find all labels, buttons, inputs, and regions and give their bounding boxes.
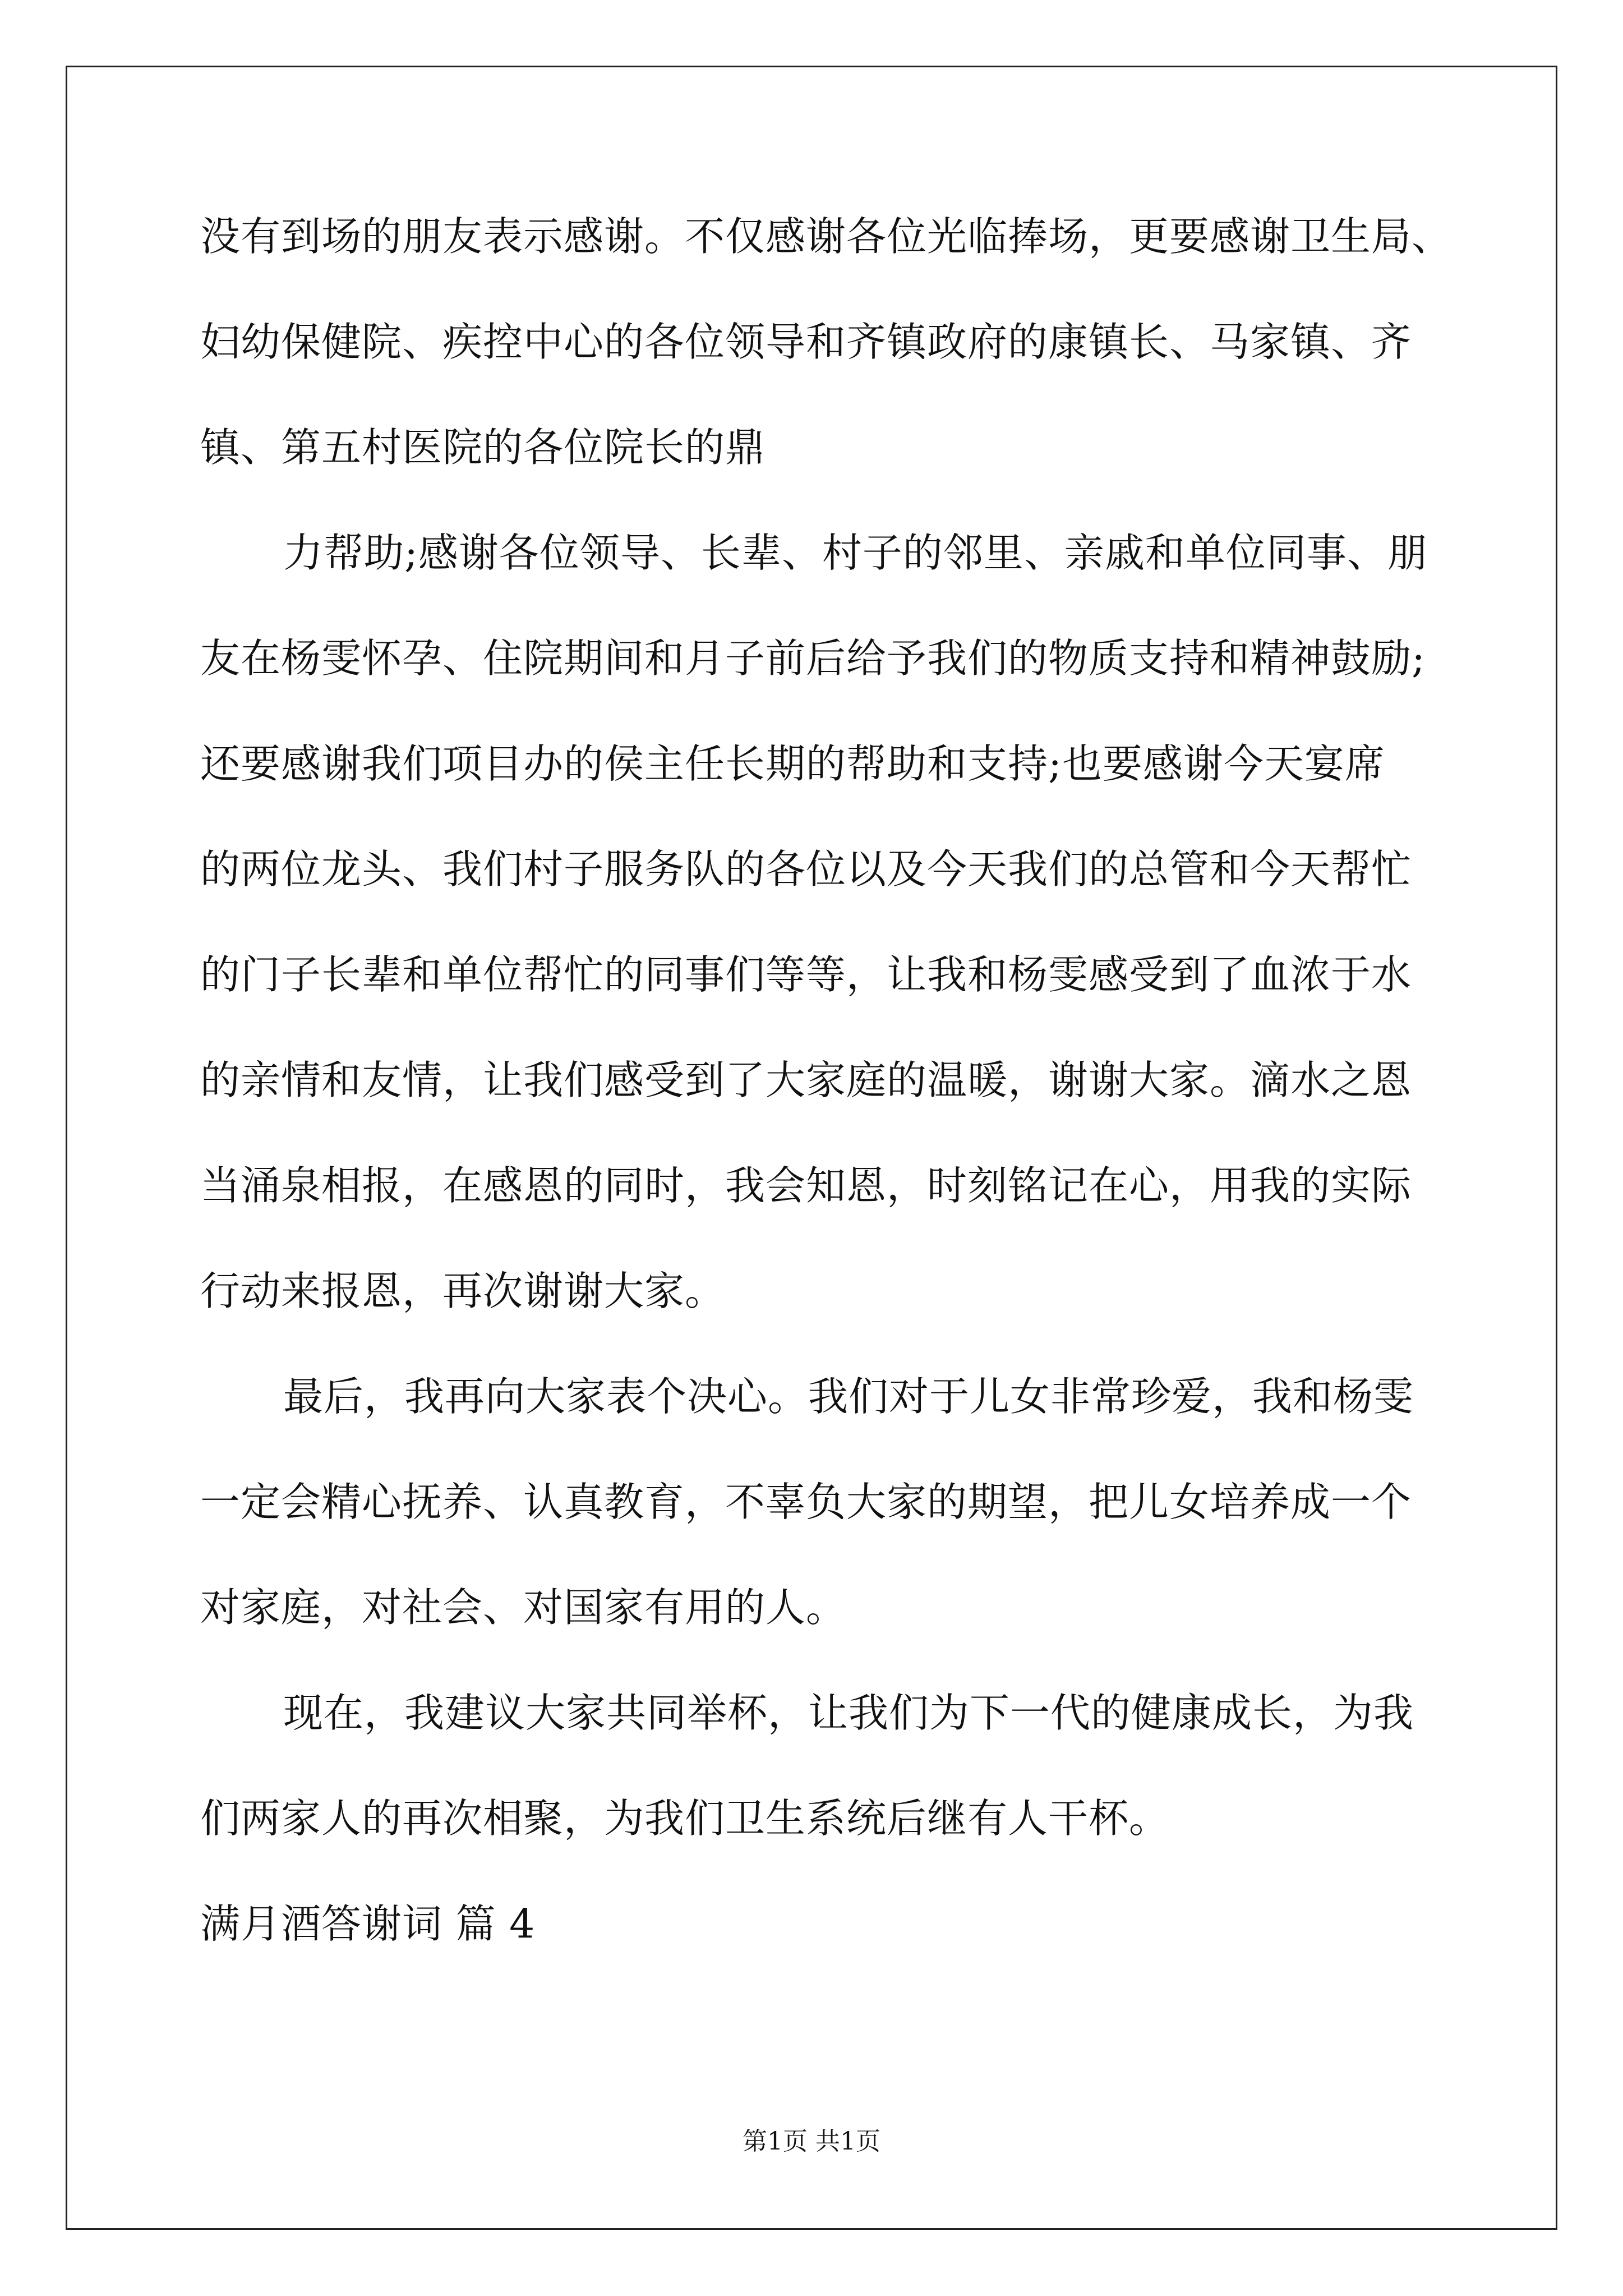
section-heading: 满月酒答谢词 篇 4: [200, 1901, 536, 1947]
text-line: 的两位龙头、我们村子服务队的各位以及今天我们的总管和今天帮忙: [200, 846, 1412, 892]
paragraph-start-line: 现在，我建议大家共同举杯，让我们为下一代的健康成长，为我: [283, 1690, 1414, 1736]
text-line: 还要感谢我们项目办的侯主任长期的帮助和支持;也要感谢今天宴席: [200, 740, 1385, 787]
text-line: 当涌泉相报，在感恩的同时，我会知恩，时刻铭记在心，用我的实际: [200, 1162, 1412, 1209]
text-line: 们两家人的再次相聚，为我们卫生系统后继有人干杯。: [200, 1795, 1170, 1842]
text-line: 行动来报恩，再次谢谢大家。: [200, 1268, 726, 1314]
text-line: 妇幼保健院、疾控中心的各位领导和齐镇政府的康镇长、马家镇、齐: [200, 319, 1412, 365]
paragraph-start-line: 最后，我再向大家表个决心。我们对于儿女非常珍爱，我和杨雯: [283, 1373, 1414, 1420]
text-line: 的门子长辈和单位帮忙的同事们等等，让我和杨雯感受到了血浓于水: [200, 951, 1412, 998]
text-line: 的亲情和友情，让我们感受到了大家庭的温暖，谢谢大家。滴水之恩: [200, 1057, 1412, 1103]
text-line: 对家庭，对社会、对国家有用的人。: [200, 1584, 847, 1631]
text-line: 一定会精心抚养、认真教育，不辜负大家的期望，把儿女培养成一个: [200, 1479, 1412, 1525]
paragraph-start-line: 力帮助;感谢各位领导、长辈、村子的邻里、亲戚和单位同事、朋: [283, 530, 1428, 576]
text-line: 没有到场的朋友表示感谢。不仅感谢各位光临捧场，更要感谢卫生局、: [200, 213, 1453, 260]
text-line: 镇、第五村医院的各位院长的鼎: [200, 424, 766, 471]
page-footer: 第1页 共1页: [743, 2127, 880, 2156]
text-line: 友在杨雯怀孕、住院期间和月子前后给予我们的物质支持和精神鼓励;: [200, 635, 1426, 682]
